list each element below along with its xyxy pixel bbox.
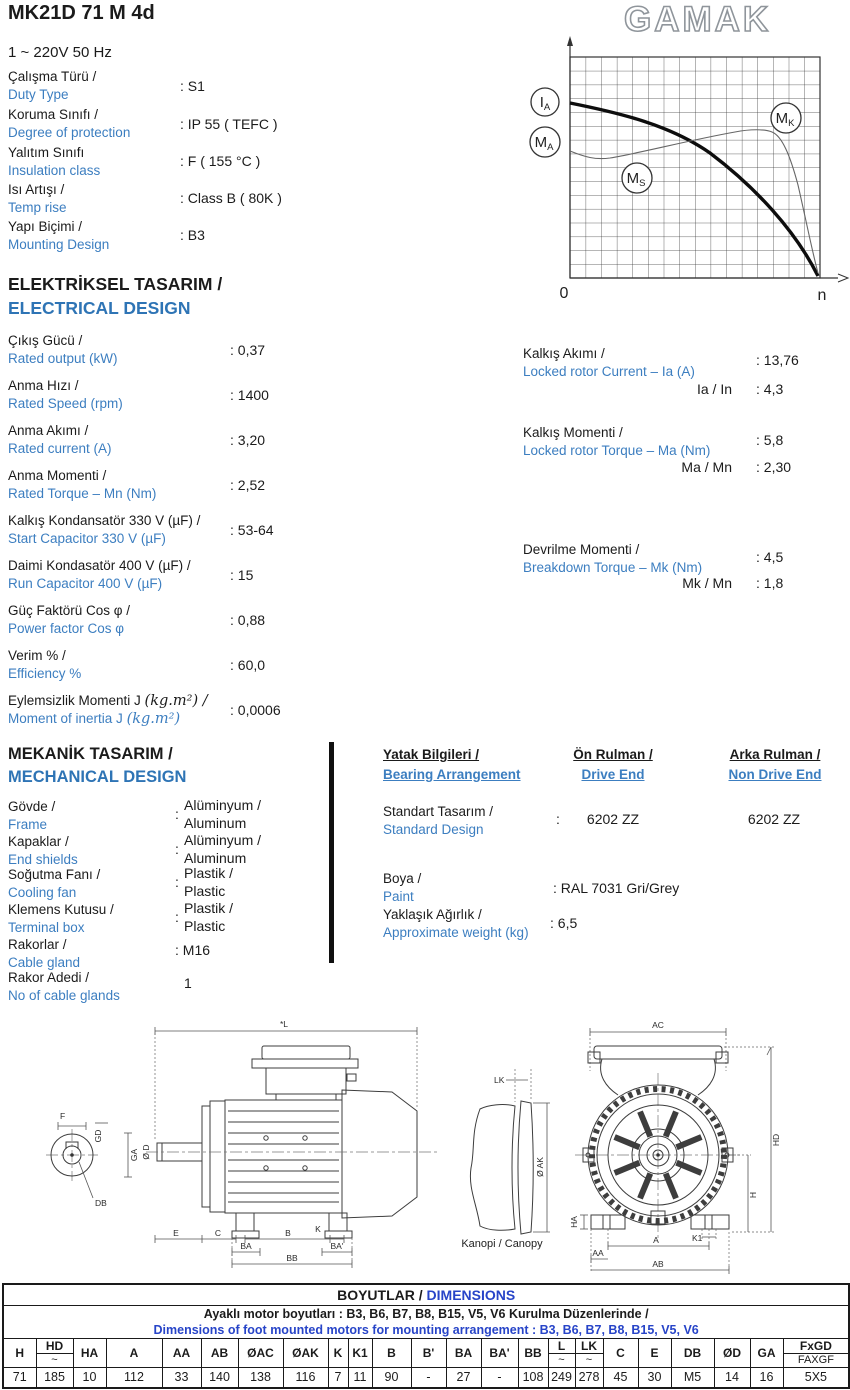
value-terminal-box: Plastik / Plastic [184, 900, 234, 934]
bearing-header: Yatak Bilgileri / Bearing Arrangement [383, 747, 521, 782]
dim-label-ha: HA [569, 1216, 579, 1228]
value-locked-rotor-current: : 13,76 [756, 352, 799, 368]
dim-col-subheader: ~ [575, 1353, 603, 1367]
dim-col-subheader: FAXGF [783, 1353, 849, 1367]
dim-col-header: BB [518, 1338, 548, 1367]
motor-front-view [569, 1020, 781, 1274]
value-breakdown-torque: : 4,5 [756, 549, 784, 565]
dim-label-k: K [315, 1224, 321, 1234]
spec-run-capacitor: Daimi Kondasatör 400 V (µF) / Run Capacitor 400 V (µF) [8, 558, 191, 591]
value-paint: : RAL 7031 Gri/Grey [553, 880, 680, 896]
dim-value: 45 [603, 1367, 638, 1388]
dim-col-header: C [603, 1338, 638, 1367]
dim-label-d: Ø D [141, 1144, 151, 1160]
value-ia-in: : 4,3 [756, 381, 784, 397]
value-locked-rotor-torque: : 5,8 [756, 432, 784, 448]
dim-value: 185 [36, 1367, 73, 1388]
spec-standard-design: Standart Tasarım / Standard Design [383, 804, 494, 837]
dim-label-ak: Ø AK [535, 1157, 545, 1177]
x-axis-origin-label: 0 [559, 285, 569, 302]
svg-text:MS: $M_S$ [626, 170, 646, 189]
value-gland-count: 1 [184, 975, 192, 991]
spec-gland-count: Rakor Adedi / No of cable glands [8, 970, 120, 1003]
spec-cable-gland: Rakorlar / Cable gland [8, 937, 81, 970]
spec-end-shields: Kapaklar / End shields [8, 834, 78, 867]
supply-rating: 1 ~ 220V 50 Hz [8, 44, 112, 61]
dim-value: - [481, 1367, 518, 1388]
drive-end-header: Ön Rulman / Drive End [573, 747, 653, 782]
dim-label-bb: BB [286, 1253, 298, 1263]
dim-value: 10 [73, 1367, 106, 1388]
value-protection: : IP 55 ( TEFC ) [180, 116, 278, 132]
page-title: MK21D 71 M 4d [8, 2, 155, 24]
label-en: Degree of protection [8, 125, 131, 140]
value-bearing-nde: 6202 ZZ [747, 811, 801, 827]
value-cable-gland: : M16 [175, 942, 211, 958]
dim-col-header: BA' [481, 1338, 518, 1367]
spec-rated-speed: Anma Hızı / Rated Speed (rpm) [8, 378, 123, 411]
svg-text:MA: $M_A$ [534, 134, 554, 153]
dim-value: 5X5 [783, 1367, 849, 1388]
dim-col-header: AA [162, 1338, 201, 1367]
svg-text:IA: $I_A$ [539, 94, 551, 113]
dim-value: 30 [638, 1367, 671, 1388]
value-rated-current: : 3,20 [230, 432, 266, 448]
dim-value: 138 [238, 1367, 283, 1388]
dim-label-b: B [285, 1228, 291, 1238]
dim-value: 27 [446, 1367, 481, 1388]
label-tr: Çalışma Türü / [8, 69, 97, 84]
motor-datasheet-page: MK21D 71 M 4d GAMAK 1 ~ 220V 50 Hz Çalışma Türü / Duty Type : S1 Koruma Sınıfı / Degree of protection : IP 55 ( TEFC ) Yalıtım Sınıfı Insulation class : F ( 155 °C ) Isı Artışı / Temp rise : Class B ( 80K ) Yapı Biçimi / Mounting Design : B3 $I_A$ $M_A$ $M_S$ $M_K$ 0 n ELEKTRİKSEL TASARIM / ELECTRICAL DESIGN Çıkış Gücü / Rated output (kW) : 0,37 Anma Hızı / Rated Speed (rpm) : 1400 Anma Akımı / Rated current (A) : 3,20 Anma Momenti / Rated Torque – Mn (Nm) : 2,52 Kalkış Kondansatör 330 V (µF) / Start Capacitor 330 V (µF) : 53-64 Daimi Kondasatör 400 V (µF) / Run Capacitor 400 V (µF) : 15 Güç Faktörü Cos φ / Power factor Cos φ : 0,88 Verim % / Efficiency % : 60,0 Eylemsizlik Momenti J (kg.m²) / Moment of inertia J (kg.m²) : 0,0006 Kalkış Akımı / Locked rotor Current – Ia (A) : 13,76 Ia / In : 4,3 Kalkış Momenti / Locked rotor Torque – Ma (Nm) : 5,8 Ma / Mn : 2,30 Devrilme Momenti / Breakdown Torque – Mk (Nm) : 4,5 Mk / Mn : 1,8 MEKANİK TASARIM / MECHANICAL DESIGN Gövde / Frame : Alüminyum / Aluminum Kapaklar / End shields : Alüminyum / Aluminum Soğutma Fanı / Cooling fan : Plastik / Plastic Klemens Kutusu / Terminal box : Plastik / Plastic Rakorlar / Cable gland : M16 Rakor Adedi / No of cable glands 1 Yatak Bilgileri / Bearing Arrangement Ön Rulman / Drive End Arka Rulman / Non Drive End Standart Tasarım / Standard Design : 6202 ZZ 6202 ZZ Boya / Paint : RAL 7031 Gri/Grey Yaklaşık Ağırlık / Approximate weight (kg) : 6,5 DB F GD GA *L Ø D E C B K BA BA' BB LK Ø AK Kanopi / Canopy AC HD H HA K1 A AA AB BOYUTLAR / DIMENSIONS Ayaklı motor boyutları : B3, B6, B7, B8, B15, V5, V6 Kurulma Düzenlerinde / Dimensions of foot mounted motors for mounting arrangement : B3, B6, B7, B8, B15, V5, V6 H HD HA A AA AB ØAC ØAK K K1 B B' BA BA' BB L LK C E DB ØD GA FxGD ~ ~ ~ FAXGF 71 185 10 112 33 140 138 116 7 11 90 - 27 - 108 249 278 45 30 M5 14 16 5X5 [0, 0, 850, 1390]
dim-label-ga: GA [129, 1148, 139, 1162]
dim-value: M5 [671, 1367, 714, 1388]
spec-cooling-fan: Soğutma Fanı / Cooling fan [8, 867, 101, 900]
value-bearing-de: 6202 ZZ [586, 811, 640, 827]
inertia-unit-math: (kg.m²) [126, 711, 181, 727]
spec-rated-torque: Anma Momenti / Rated Torque – Mn (Nm) [8, 468, 157, 501]
label-tr: Yapı Biçimi / [8, 219, 83, 234]
label-ia-in: Ia / In [696, 381, 732, 397]
dim-value: 33 [162, 1367, 201, 1388]
electrical-heading-en: ELECTRICAL DESIGN [8, 298, 191, 318]
label-tr: Koruma Sınıfı / [8, 107, 99, 122]
value-temp-rise: : Class B ( 80K ) [180, 190, 282, 206]
label-en: Insulation class [8, 163, 101, 178]
dim-col-header: E [638, 1338, 671, 1367]
shaft-end-view [46, 1111, 139, 1208]
mechanical-heading-en: MECHANICAL DESIGN [8, 768, 187, 786]
dim-col-header: B' [411, 1338, 446, 1367]
spec-mounting [8, 218, 109, 254]
dim-col-subheader: ~ [548, 1353, 575, 1367]
value-frame: Alüminyum / Aluminum [184, 797, 262, 831]
dim-value: 112 [106, 1367, 162, 1388]
spec-weight: Yaklaşık Ağırlık / Approximate weight (kg) [383, 907, 529, 940]
value-power-factor: : 0,88 [230, 612, 266, 628]
dim-col-header: L [548, 1338, 575, 1353]
performance-curve-chart [520, 25, 850, 315]
section-divider [329, 742, 334, 963]
x-axis-n-label: n [817, 287, 827, 304]
technical-drawings [0, 1005, 850, 1283]
value-cooling-fan: Plastik / Plastic [184, 865, 234, 899]
value-insulation: : F ( 155 °C ) [180, 153, 261, 169]
y-axis-arrow [567, 36, 573, 46]
spec-terminal-box: Klemens Kutusu / Terminal box [8, 902, 114, 935]
dim-value: 11 [348, 1367, 372, 1388]
dim-label-e: E [173, 1228, 179, 1238]
dim-value: 249 [548, 1367, 575, 1388]
dim-value: 71 [3, 1367, 36, 1388]
dim-col-header: HD [36, 1338, 73, 1353]
dim-col-header: FxGD [783, 1338, 849, 1353]
svg-text:MK: $M_K$ [775, 110, 795, 129]
canopy-view [461, 1069, 550, 1250]
dim-value: - [411, 1367, 446, 1388]
dim-label-ba2: BA' [330, 1241, 344, 1251]
electrical-heading-tr: ELEKTRİKSEL TASARIM / [8, 274, 223, 294]
dim-label-c: C [214, 1228, 222, 1238]
motor-side-view [141, 1019, 440, 1268]
spec-power-factor: Güç Faktörü Cos φ / Power factor Cos φ [8, 603, 131, 636]
dim-label-lk: LK [494, 1075, 505, 1085]
dim-col-header: ØD [714, 1338, 750, 1367]
dim-value: 14 [714, 1367, 750, 1388]
spec-locked-rotor-torque: Kalkış Momenti / Locked rotor Torque – Ma (Nm) [523, 425, 711, 458]
non-drive-end-header: Arka Rulman / Non Drive End [728, 747, 822, 782]
dim-label-k1: K1 [692, 1233, 703, 1243]
dim-label-h: H [748, 1191, 758, 1199]
value-start-capacitor: : 53-64 [230, 522, 274, 538]
value-duty-type: : S1 [180, 78, 205, 94]
spec-rated-output: Çıkış Gücü / Rated output (kW) [8, 333, 118, 366]
label-tr: Isı Artışı / [8, 182, 65, 197]
dim-col-header: BA [446, 1338, 481, 1367]
dim-value: 116 [283, 1367, 328, 1388]
label-ma-mn: Ma / Mn [681, 459, 732, 475]
canopy-caption: Kanopi / Canopy [461, 1238, 543, 1250]
value-mk-mn: : 1,8 [756, 575, 784, 591]
label-en: Mounting Design [8, 237, 110, 252]
dim-label-ac: AC [652, 1020, 664, 1030]
dim-col-header: K1 [348, 1338, 372, 1367]
spec-insulation [8, 144, 100, 180]
dim-col-header: ØAK [283, 1338, 328, 1367]
dim-col-header: ØAC [238, 1338, 283, 1367]
value-mounting: : B3 [180, 227, 205, 243]
dim-value: 90 [372, 1367, 411, 1388]
spec-paint: Boya / Paint [383, 871, 422, 904]
dim-value: 108 [518, 1367, 548, 1388]
dim-label-db: DB [95, 1198, 107, 1208]
label-mk-mn: Mk / Mn [682, 575, 732, 591]
dim-label-gd: GD [93, 1129, 103, 1143]
dim-value: 16 [750, 1367, 783, 1388]
label-tr: Yalıtım Sınıfı [8, 145, 85, 160]
spec-start-capacitor: Kalkış Kondansatör 330 V (µF) / Start Capacitor 330 V (µF) [8, 513, 201, 546]
dimensions-table-title: BOYUTLAR / DIMENSIONS [3, 1284, 849, 1305]
dim-col-header: B [372, 1338, 411, 1367]
inertia-unit-math: (kg.m²) / [144, 693, 208, 709]
label-en: Duty Type [8, 87, 69, 102]
dim-label-a: A [653, 1235, 659, 1245]
dimensions-table-subtitle: Ayaklı motor boyutları : B3, B6, B7, B8, B15, V5, V6 Kurulma Düzenlerinde / Dimensions of foot mounted motors for mounting arrangement : B3, B6, B7, B8, B15, V5, V6 [3, 1305, 849, 1338]
dim-col-header: AB [201, 1338, 238, 1367]
spec-breakdown-torque: Devrilme Momenti / Breakdown Torque – Mk (Nm) [523, 542, 703, 575]
spec-rated-current: Anma Akımı / Rated current (A) [8, 423, 112, 456]
spec-efficiency: Verim % / Efficiency % [8, 648, 82, 681]
value-inertia: : 0,0006 [230, 702, 281, 718]
value-efficiency: : 60,0 [230, 657, 266, 673]
dim-value: 7 [328, 1367, 348, 1388]
x-axis-arrow [838, 274, 848, 282]
dim-label-hd: HD [771, 1133, 781, 1147]
value-end-shields: Alüminyum / Aluminum [184, 832, 262, 866]
spec-inertia: Eylemsizlik Momenti J (kg.m²) / Moment of inertia J (kg.m²) [8, 693, 208, 727]
mechanical-heading-tr: MEKANİK TASARIM / [8, 745, 173, 763]
spec-locked-rotor-current: Kalkış Akımı / Locked rotor Current – Ia (A) [523, 346, 695, 379]
value-rated-speed: : 1400 [230, 387, 269, 403]
label-en: Temp rise [8, 200, 67, 215]
dim-label-ab: AB [652, 1259, 664, 1269]
dim-col-header: LK [575, 1338, 603, 1353]
dim-col-header: K [328, 1338, 348, 1367]
spec-protection [8, 106, 130, 142]
dim-col-header: H [3, 1338, 36, 1367]
dim-col-header: HA [73, 1338, 106, 1367]
spec-frame: Gövde / Frame [8, 799, 56, 832]
value-rated-torque: : 2,52 [230, 477, 266, 493]
dim-label-aa: AA [592, 1248, 604, 1258]
value-rated-output: : 0,37 [230, 342, 266, 358]
spec-duty-type [8, 68, 96, 104]
dim-value: 278 [575, 1367, 603, 1388]
dim-col-subheader: ~ [36, 1353, 73, 1367]
gamak-logo-text: GAMAK [624, 0, 772, 39]
dim-col-header: A [106, 1338, 162, 1367]
dim-label-f: F [60, 1111, 66, 1121]
value-ma-mn: : 2,30 [756, 459, 792, 475]
dim-value: 140 [201, 1367, 238, 1388]
dim-col-header: GA [750, 1338, 783, 1367]
dim-label-l: *L [279, 1019, 289, 1029]
dim-label-ba: BA [240, 1241, 252, 1251]
dimensions-table [2, 1283, 850, 1389]
value-weight: : 6,5 [550, 915, 578, 931]
chart-grid [570, 57, 820, 278]
dim-col-header: DB [671, 1338, 714, 1367]
value-run-capacitor: : 15 [230, 567, 254, 583]
spec-temp-rise [8, 181, 67, 217]
